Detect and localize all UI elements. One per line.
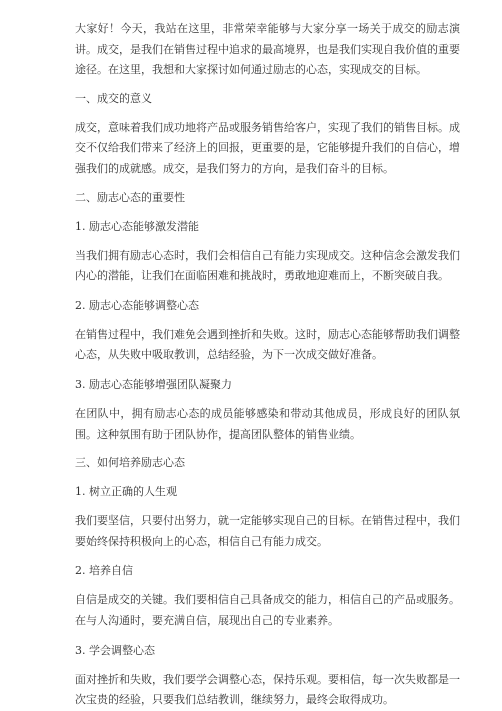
section-body-meaning: 成交，意味着我们成功地将产品或服务销售给客户，实现了我们的销售目标。成交不仅给我们带来了经济上的回报，更重要的是，它能够提升我们的自信心，增强我们的成就感。成交，是我们努力的方向，是我们奋斗的目标。	[75, 120, 460, 175]
section-heading-importance: 二、励志心态的重要性	[75, 190, 185, 204]
paragraph-team: 在团队中，拥有励志心态的成员能够感染和带动其他成员，形成良好的团队氛围。这种氛围有助于团队协作，提高团队整体的销售业绩。	[75, 406, 460, 441]
section-heading-cultivate: 三、如何培养励志心态	[75, 456, 185, 470]
subheading-potential: 1. 励志心态能够激发潜能	[75, 219, 199, 233]
subheading-mindset: 3. 学会调整心态	[75, 643, 155, 657]
paragraph-mindset: 面对挫折和失败，我们要学会调整心态，保持乐观。要相信，每一次失败都是一次宝贵的经验，只要我们总结教训，继续努力，最终会取得成功。	[75, 672, 460, 707]
intro-paragraph: 大家好！今天，我站在这里，非常荣幸能够与大家分享一场关于成交的励志演讲。成交，是我们在销售过程中追求的最高境界，也是我们实现自我价值的重要途径。在这里，我想和大家探讨如何通过励志的心态，实现成交的目标。	[75, 22, 460, 77]
section-heading-meaning: 一、成交的意义	[75, 91, 152, 105]
paragraph-outlook: 我们要坚信，只要付出努力，就一定能够实现自己的目标。在销售过程中，我们要始终保持积极向上的心态，相信自己有能力成交。	[75, 514, 460, 548]
paragraph-adjust: 在销售过程中，我们难免会遇到挫折和失败。这时，励志心态能够帮助我们调整心态，从失败中吸取教训，总结经验，为下一次成交做好准备。	[75, 327, 460, 362]
subheading-team: 3. 励志心态能够增强团队凝聚力	[75, 377, 232, 391]
subheading-adjust: 2. 励志心态能够调整心态	[75, 298, 199, 312]
paragraph-potential: 当我们拥有励志心态时，我们会相信自己有能力实现成交。这种信念会激发我们内心的潜能，让我们在面临困难和挑战时，勇敢地迎难而上，不断突破自我。	[75, 248, 460, 283]
paragraph-confidence: 自信是成交的关键。我们要相信自己具备成交的能力，相信自己的产品或服务。在与人沟通时，要充满自信，展现出自己的专业素养。	[75, 593, 460, 627]
subheading-confidence: 2. 培养自信	[75, 564, 133, 578]
subheading-outlook: 1. 树立正确的人生观	[75, 485, 177, 499]
